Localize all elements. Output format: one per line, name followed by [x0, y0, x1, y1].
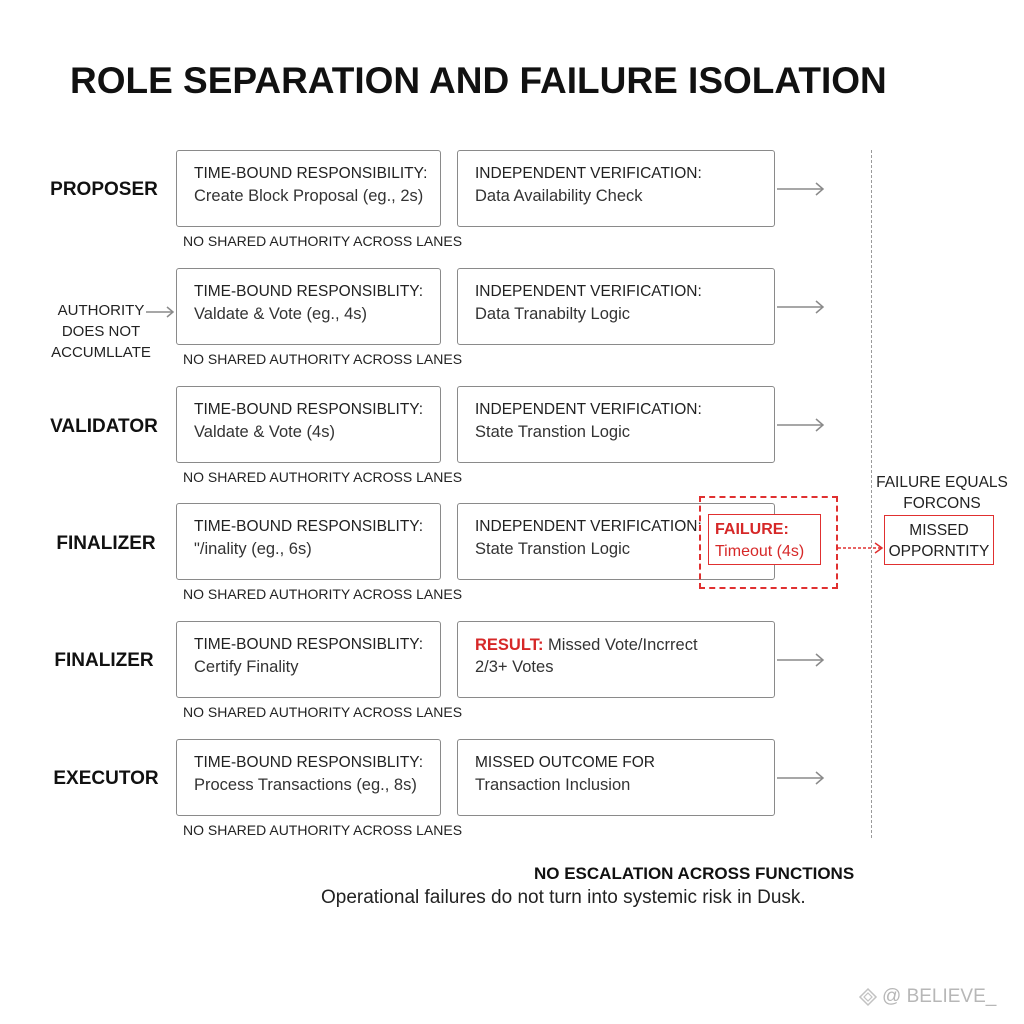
verification-text: Data Availability Check	[475, 187, 643, 205]
missed-line1: MISSED	[909, 522, 969, 539]
responsibility-box-finalizer-2	[176, 621, 441, 698]
responsibility-box-validator	[176, 386, 441, 463]
footer-subtitle: Operational failures do not turn into systemic risk in Dusk.	[321, 887, 806, 908]
failure-equals-label	[870, 472, 1014, 514]
arrow-right-icon	[777, 417, 827, 433]
responsibility-header: TIME-BOUND RESPONSIBLITY:	[194, 754, 424, 771]
verification-header: INDEPENDENT VERIFICATION:	[475, 401, 702, 418]
verification-header: INDEPENDENT VERIFICATION:	[475, 283, 702, 300]
boundary-divider	[871, 150, 872, 838]
responsibility-text: Valdate & Vote (4s)	[194, 423, 335, 441]
arrow-right-icon	[777, 181, 827, 197]
result-header: Missed Vote/Incrrect	[548, 636, 698, 654]
verification-box-validator	[457, 386, 775, 463]
responsibility-text: Create Block Proposal (eg., 2s)	[194, 187, 424, 205]
outcome-text: Transaction Inclusion	[475, 776, 631, 794]
verification-text: State Transtion Logic	[475, 540, 631, 558]
role-label-finalizer-2: FINALIZER	[54, 650, 154, 671]
lane-note: NO SHARED AUTHORITY ACROSS LANES	[183, 233, 463, 249]
lane-note: NO SHARED AUTHORITY ACROSS LANES	[183, 351, 463, 367]
responsibility-box-finalizer	[176, 503, 441, 580]
responsibility-box-executor	[176, 739, 441, 816]
lane-note: NO SHARED AUTHORITY ACROSS LANES	[183, 586, 463, 602]
role-label-executor: EXECUTOR	[53, 768, 159, 789]
failure-equals-line2: FORCONS	[903, 495, 981, 512]
failure-label: FAILURE:	[715, 521, 789, 538]
responsibility-text: "/inality (eg., 6s)	[194, 540, 312, 558]
outcome-box-executor	[457, 739, 775, 816]
responsibility-header: TIME-BOUND RESPONSIBLITY:	[194, 401, 424, 418]
verification-box-lane2	[457, 268, 775, 345]
role-label-proposer: PROPOSER	[50, 179, 158, 200]
verification-header: INDEPENDENT VERIFICATION:	[475, 518, 702, 535]
responsibility-header: TIME-BOUND RESPONSIBLITY:	[194, 636, 424, 653]
responsibility-header: TIME-BOUND RESPONSIBILITY:	[194, 165, 428, 182]
footer-title: NO ESCALATION ACROSS FUNCTIONS	[534, 864, 855, 883]
arrow-right-icon	[146, 304, 176, 320]
arrow-right-icon	[777, 299, 827, 315]
responsibility-text: Valdate & Vote (eg., 4s)	[194, 305, 368, 323]
arrow-right-icon	[777, 652, 827, 668]
missed-line2: OPPORNTITY	[888, 543, 990, 560]
result-box	[457, 621, 775, 698]
responsibility-header: TIME-BOUND RESPONSIBLITY:	[194, 283, 424, 300]
failure-equals-line1: FAILURE EQUALS	[876, 474, 1008, 491]
diamond-logo-icon	[858, 987, 878, 1007]
result-text: 2/3+ Votes	[475, 658, 554, 676]
verification-header: INDEPENDENT VERIFICATION:	[475, 165, 702, 182]
verification-text: Data Tranabilty Logic	[475, 305, 631, 323]
arrow-right-icon	[777, 770, 827, 786]
responsibility-text: Certify Finality	[194, 658, 299, 676]
authority-note	[42, 300, 160, 363]
failure-detail: Timeout (4s)	[715, 543, 805, 560]
responsibility-text: Process Transactions (eg., 8s)	[194, 776, 417, 794]
responsibility-box-proposer	[176, 150, 441, 227]
lane-note: NO SHARED AUTHORITY ACROSS LANES	[183, 822, 463, 838]
responsibility-box-lane2	[176, 268, 441, 345]
responsibility-header: TIME-BOUND RESPONSIBLITY:	[194, 518, 424, 535]
verification-box-proposer	[457, 150, 775, 227]
lane-note: NO SHARED AUTHORITY ACROSS LANES	[183, 469, 463, 485]
watermark-text: @ BELIEVE_	[882, 986, 997, 1007]
failure-box	[708, 514, 821, 565]
role-label-validator: VALIDATOR	[50, 416, 158, 437]
authority-note-line1: AUTHORITY	[57, 302, 145, 319]
verification-text: State Transtion Logic	[475, 423, 631, 441]
red-arrow-right-icon	[838, 540, 886, 556]
outcome-header: MISSED OUTCOME FOR	[475, 754, 655, 771]
lane-note: NO SHARED AUTHORITY ACROSS LANES	[183, 704, 463, 720]
missed-opportunity-box	[884, 515, 994, 565]
result-label: RESULT:	[475, 636, 544, 654]
authority-note-line3: ACCUMLLATE	[51, 344, 151, 361]
role-label-finalizer: FINALIZER	[56, 533, 156, 554]
authority-note-line2: DOES NOT	[61, 323, 141, 340]
watermark	[858, 986, 996, 1008]
page-title: ROLE SEPARATION AND FAILURE ISOLATION	[70, 60, 887, 101]
